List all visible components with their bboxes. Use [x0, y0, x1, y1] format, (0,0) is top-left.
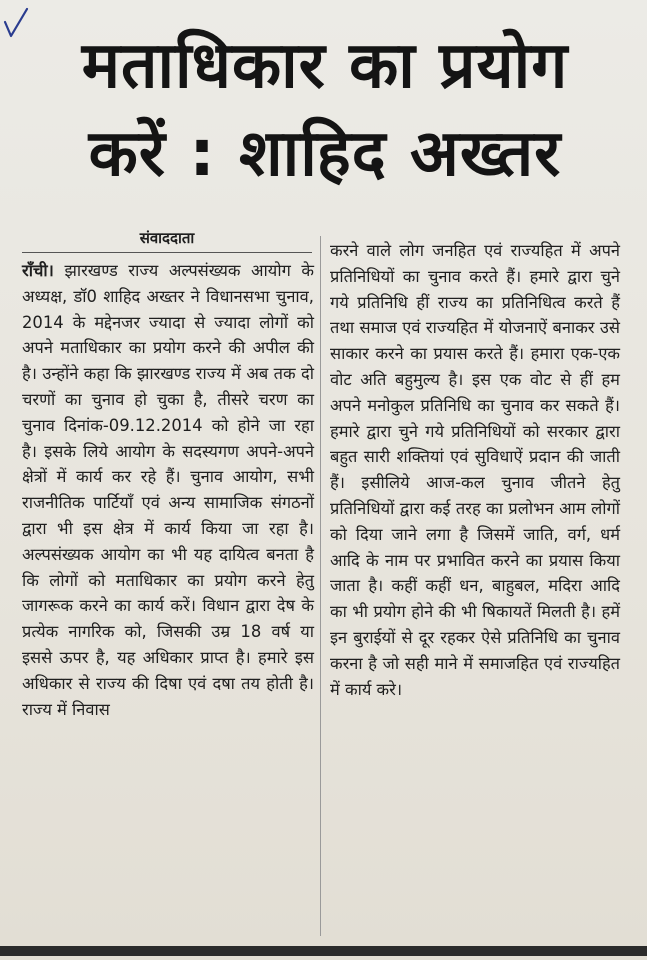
dateline: राँची।	[22, 261, 54, 280]
byline: संवाददाता	[139, 229, 195, 247]
column-divider	[320, 236, 321, 936]
headline-line-2: करें : शाहिद अख्तर	[88, 117, 562, 191]
article-text-right: करने वाले लोग जनहित एवं राज्यहित में अपने प्रतिनिधियों का चुनाव करते हैं। हमारे द्वारा चुने गये प्रतिनिधि हीं राज्य का प्रतिनिधित्व करते हैं तथा समाज एवं राज्यहित में योजनाऐं बनाकर उसे साकार करने का प्रयास करते हैं। हमारा एक-एक वोट अति बहुमुल्य है। इस एक वोट से हीं हम अपने मनोकुल प्रतिनिधि का चुनाव कर सकते हैं। हमारे द्वारा चुने गये प्रतिनिधियों को सरकार द्वारा बहुत सारी शक्तियां एवं सुविधाऐं प्रदान की जाती हैं। इसीलिये आज-कल चुनाव जीतने हेतु प्रतिनिधियों द्वारा कई तरह का प्रलोभन आम लोगों को दिया जाने लगा है जिसमें जाति, वर्ग, धर्म आदि के नाम पर प्रभावित करने का प्रयास किया जाता है। कहीं कहीं धन, बाहुबल, मदिरा आदि का भी प्रयोग होने की भी षिकायतें मिलती है। हमें इन बुराईयों से दूर रहकर ऐसे प्रतिनिधि का चुनाव करना है जो सही माने में समाजहित एवं राज्यहित में कार्य करे।	[330, 241, 620, 699]
byline-rule	[22, 252, 312, 253]
article-column-right	[330, 238, 620, 702]
headline	[20, 22, 630, 198]
bottom-border	[0, 946, 647, 956]
article-text-left: झारखण्ड राज्य अल्पसंख्यक आयोग के अध्यक्ष, डॉ0 शाहिद अख्तर ने विधानसभा चुनाव, 2014 के मद्देनजर ज्यादा से ज्यादा लोगों को अपने मताधिकार का प्रयोग करने की अपील की है। उन्होंने कहा कि झारखण्ड राज्य में अब तक दो चरणों का चुनाव हो चुका है, तीसरे चरण का चुनाव दिनांक-09.12.2014 को होने जा रहा है। इसके लिये आयोग के सदस्यगण अपने-अपने क्षेत्रों में कार्य कर रहे हैं। चुनाव आयोग, सभी राजनीतिक पार्टियाँ एवं अन्य सामाजिक संगठनों द्वारा भी इस क्षेत्र में कार्य किया जा रहा है। अल्पसंख्यक आयोग का भी यह दायित्व बनता है कि लोगों को मताधिकार का प्रयोग करने हेतु जागरूक करने का कार्य करें। विधान द्वारा देष के प्रत्येक नागरिक को, जिसकी उम्र 18 वर्ष या इससे ऊपर है, यह अधिकार प्राप्त है। हमारे इस अधिकार से राज्य की दिषा एवं दषा तय होती है। राज्य में निवास	[22, 261, 314, 719]
headline-line-1: मताधिकार का प्रयोग	[81, 29, 569, 103]
article-column-left	[22, 258, 314, 722]
